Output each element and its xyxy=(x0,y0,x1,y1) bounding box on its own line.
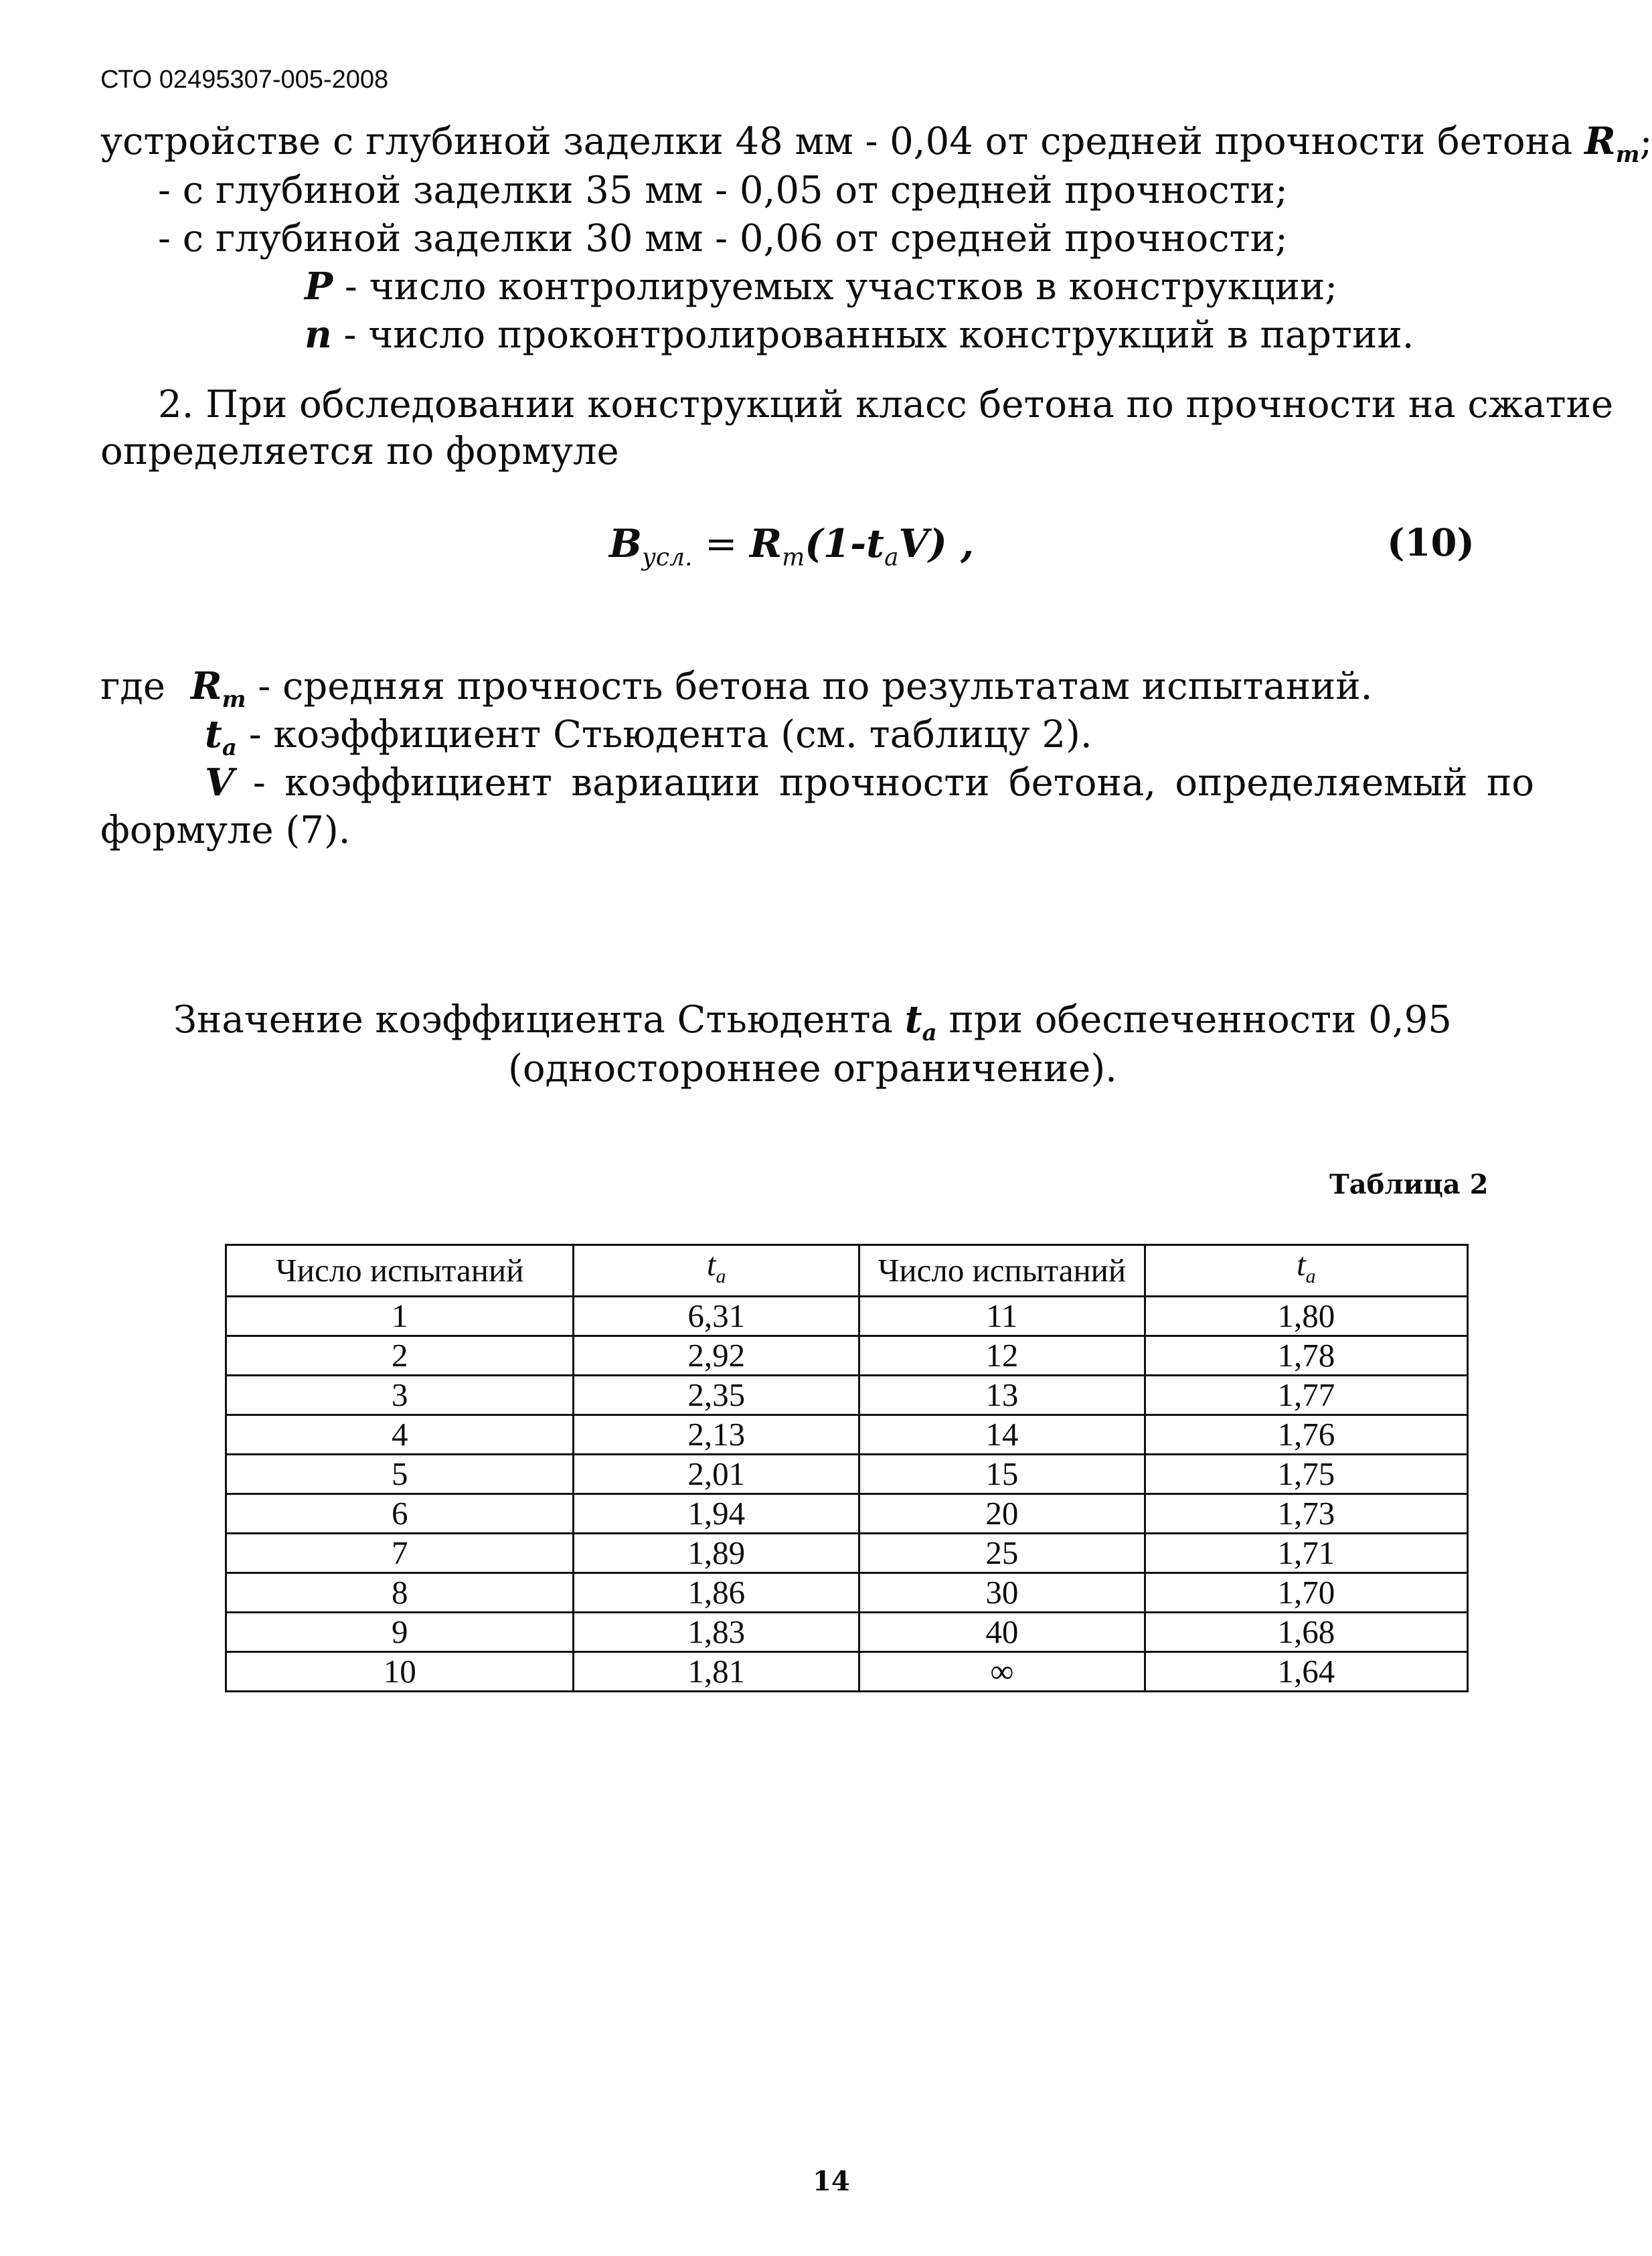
table-cell: 1,76 xyxy=(1145,1415,1467,1454)
where-v-symbol: V xyxy=(205,760,234,805)
intro-n-definition xyxy=(305,311,1414,359)
section-2-line-1: 2. При обследовании конструкций класс бетона по прочности на сжатие xyxy=(158,383,1614,426)
n-definition-text: - число проконтролированных конструкций в партии. xyxy=(331,313,1414,357)
table-cell: 2 xyxy=(226,1336,574,1375)
header-ta-2-sub: a xyxy=(1305,1265,1316,1287)
table-row xyxy=(226,1651,1468,1691)
table-cell: 2,92 xyxy=(574,1336,859,1375)
formula-t: t xyxy=(866,521,884,566)
table-cell: 1,81 xyxy=(574,1651,859,1691)
table-cell: 1,89 xyxy=(574,1533,859,1573)
where-ta-letter: t xyxy=(205,712,222,756)
table-row xyxy=(226,1533,1468,1573)
table-cell: 1,71 xyxy=(1145,1533,1467,1573)
where-v xyxy=(205,759,1534,807)
table-cell: ∞ xyxy=(859,1651,1145,1691)
table-row xyxy=(226,1573,1468,1612)
formula-b-sub: усл. xyxy=(642,544,693,572)
table-row xyxy=(226,1494,1468,1533)
table-cell: 25 xyxy=(859,1533,1145,1573)
where-ta-sub: a xyxy=(222,734,237,762)
table-header-row xyxy=(226,1245,1468,1297)
table-cell: 14 xyxy=(859,1415,1145,1454)
n-symbol: n xyxy=(305,313,332,357)
table-cell: 6,31 xyxy=(574,1296,859,1336)
header-ta-1-sub: a xyxy=(716,1265,726,1287)
table-cell: 1 xyxy=(226,1296,574,1336)
table-row xyxy=(226,1454,1468,1494)
heading-part-1: Значение коэффициента Стьюдента xyxy=(173,998,905,1042)
table-cell: 2,01 xyxy=(574,1454,859,1494)
header-tests-2: Число испытаний xyxy=(859,1245,1145,1297)
table-cell: 1,77 xyxy=(1145,1375,1467,1415)
heading-part-2: при обеспеченности 0,95 xyxy=(936,998,1452,1042)
formula-r: R xyxy=(749,521,782,566)
page-number: 14 xyxy=(813,2166,850,2197)
header-tests-1: Число испытаний xyxy=(226,1245,574,1297)
header-ta-2-letter: t xyxy=(1297,1246,1306,1283)
table-cell: 13 xyxy=(859,1375,1145,1415)
table-cell: 4 xyxy=(226,1415,574,1454)
table-cell: 1,83 xyxy=(574,1612,859,1651)
table-row xyxy=(226,1296,1468,1336)
table-cell: 1,75 xyxy=(1145,1454,1467,1494)
where-ta-symbol xyxy=(205,712,237,762)
table-cell: 2,35 xyxy=(574,1375,859,1415)
formula-t-sub: a xyxy=(884,544,899,572)
table-cell: 3 xyxy=(226,1375,574,1415)
rm-symbol-letter: R xyxy=(1584,119,1616,163)
heading-ta-symbol xyxy=(904,997,937,1047)
formula-b: B xyxy=(609,521,643,566)
table-cell: 7 xyxy=(226,1533,574,1573)
table-label: Таблица 2 xyxy=(1329,1169,1489,1200)
table-cell: 1,68 xyxy=(1145,1612,1467,1651)
where-label: где xyxy=(100,665,165,708)
where-rm-symbol xyxy=(190,664,246,714)
table-row xyxy=(226,1375,1468,1415)
table-body xyxy=(226,1296,1468,1691)
table-cell: 30 xyxy=(859,1573,1145,1612)
header-ta-1-letter: t xyxy=(706,1246,716,1283)
where-rm-text: - средняя прочность бетона по результатам испытаний. xyxy=(246,665,1373,708)
table-cell: 20 xyxy=(859,1494,1145,1533)
intro-p-definition xyxy=(305,263,1337,311)
table-cell: 1,86 xyxy=(574,1573,859,1612)
intro-line-1-end: ; xyxy=(1639,120,1652,163)
table-cell: 11 xyxy=(859,1296,1145,1336)
table-cell: 8 xyxy=(226,1573,574,1612)
where-rm-letter: R xyxy=(190,664,222,708)
p-symbol: P xyxy=(305,264,333,309)
table-cell: 5 xyxy=(226,1454,574,1494)
intro-line-2: - с глубиной заделки 35 мм - 0,05 от средней прочности; xyxy=(158,169,1288,212)
header-ta-2 xyxy=(1145,1245,1467,1297)
intro-line-3: - с глубиной заделки 30 мм - 0,06 от средней прочности; xyxy=(158,217,1288,260)
formula-10 xyxy=(609,521,974,572)
table-row xyxy=(226,1612,1468,1651)
formula-open: (1- xyxy=(805,521,867,566)
table-cell: 1,80 xyxy=(1145,1296,1467,1336)
rm-symbol-sub: m xyxy=(1615,141,1640,169)
table-cell: 2,13 xyxy=(574,1415,859,1454)
student-coefficient-table xyxy=(225,1244,1469,1692)
p-definition-text: - число контролируемых участков в конструкции; xyxy=(333,265,1338,309)
document-code: СТО 02495307-005-2008 xyxy=(100,66,389,94)
table-cell: 15 xyxy=(859,1454,1145,1494)
table-cell: 12 xyxy=(859,1336,1145,1375)
section-2-line-2: определяется по формуле xyxy=(100,430,619,473)
table-heading-line-2: (одностороннее ограничение). xyxy=(508,1047,1117,1091)
table-cell: 1,94 xyxy=(574,1494,859,1533)
table-cell: 1,78 xyxy=(1145,1336,1467,1375)
table-cell: 40 xyxy=(859,1612,1145,1651)
table-cell: 1,64 xyxy=(1145,1651,1467,1691)
where-rm-sub: m xyxy=(222,686,246,714)
table-cell: 10 xyxy=(226,1651,574,1691)
formula-equals: = xyxy=(692,521,750,566)
where-v-text: - коэффициент вариации прочности бетона, определяемый по xyxy=(234,761,1534,805)
table-cell: 6 xyxy=(226,1494,574,1533)
where-v-continuation: формуле (7). xyxy=(100,809,351,852)
table-cell: 1,73 xyxy=(1145,1494,1467,1533)
formula-close: V) , xyxy=(898,521,975,566)
table-cell: 1,70 xyxy=(1145,1573,1467,1612)
intro-line-1-text: устройстве с глубиной заделки 48 мм - 0,04 от средней прочности бетона xyxy=(100,120,1585,163)
heading-ta-letter: t xyxy=(904,997,922,1042)
table-row xyxy=(226,1336,1468,1375)
table-cell: 9 xyxy=(226,1612,574,1651)
where-ta-text: - коэффициент Стьюдента (см. таблицу 2). xyxy=(236,713,1092,756)
heading-ta-sub: a xyxy=(922,1020,937,1047)
header-ta-1 xyxy=(574,1245,859,1297)
rm-symbol xyxy=(1584,119,1640,169)
table-row xyxy=(226,1415,1468,1454)
equation-number: (10) xyxy=(1387,521,1475,565)
formula-r-sub: m xyxy=(782,544,805,572)
